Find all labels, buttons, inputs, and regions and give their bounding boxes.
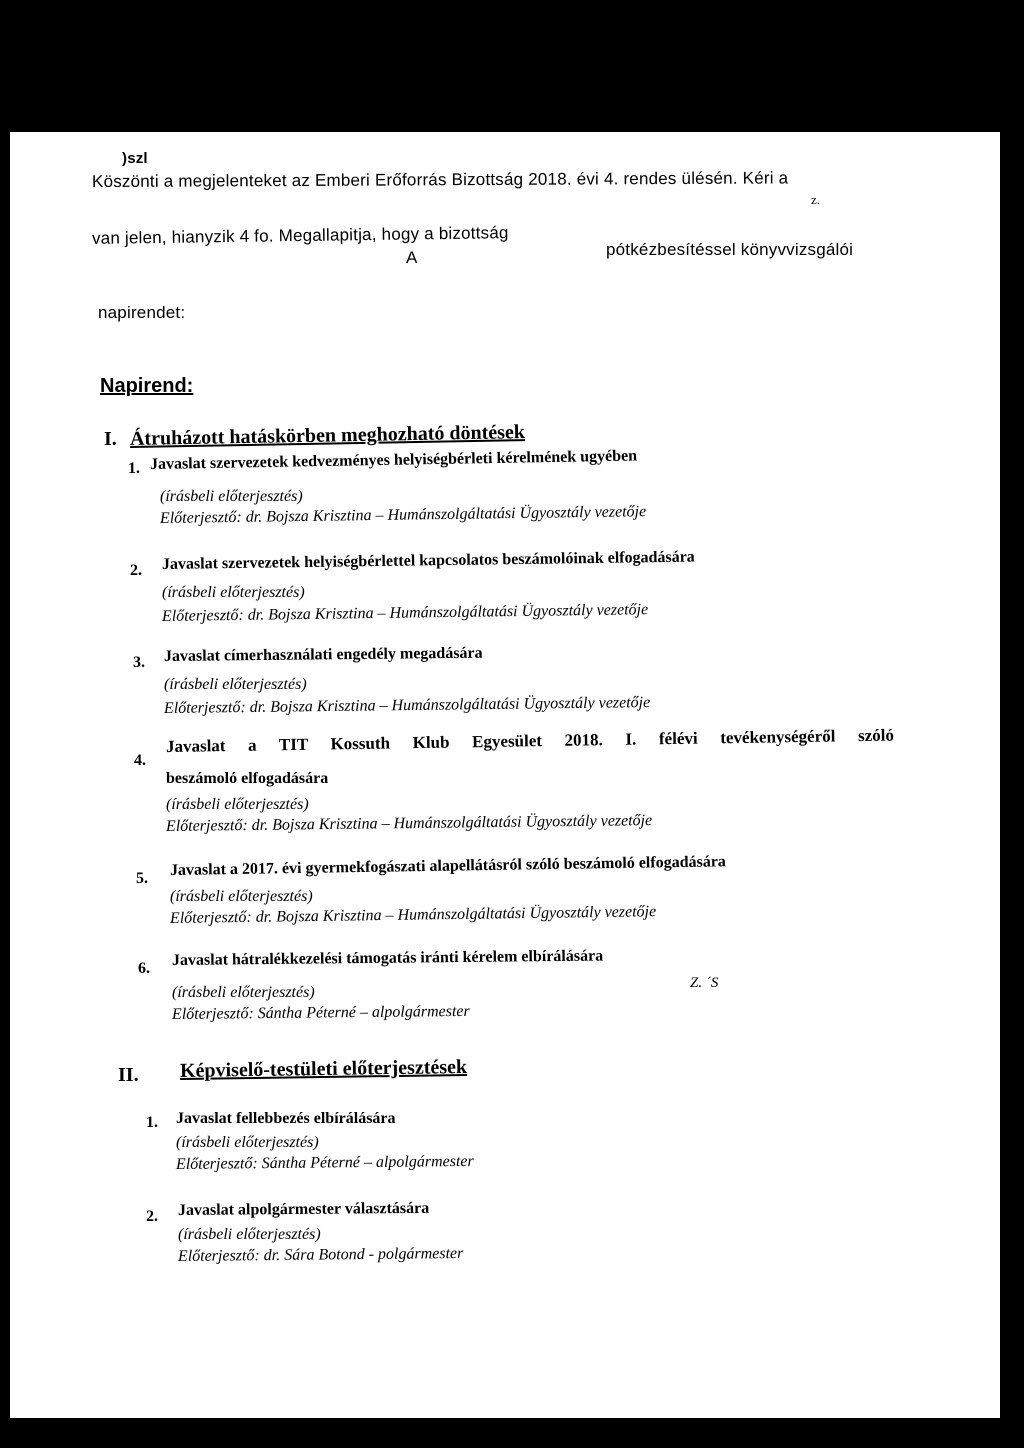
scan-edge-top bbox=[0, 0, 1024, 132]
agenda-heading: Napirend: bbox=[100, 375, 194, 397]
agenda-item-number: 2. bbox=[130, 562, 142, 579]
section-title: Átruházott hatáskörben meghozható döntések bbox=[129, 421, 526, 450]
agenda-item-title-continued: beszámoló elfogadására bbox=[166, 770, 329, 787]
agenda-item-side-note: Z. ´S bbox=[690, 975, 719, 991]
agenda-item-number: 1. bbox=[128, 460, 140, 477]
section-number: I. bbox=[104, 428, 117, 450]
agenda-item-type: (írásbeli előterjesztés) bbox=[176, 1134, 319, 1151]
agenda-item-title: Javaslat fellebbezés elbírálására bbox=[176, 1110, 396, 1127]
agenda-item-type: (írásbeli előterjesztés) bbox=[162, 584, 305, 601]
intro-mark-a: A bbox=[406, 248, 418, 267]
agenda-item-presenter: Előterjesztő: dr. Bojsza Krisztina – Humánszolgáltatási Ügyosztály vezetője bbox=[159, 503, 647, 527]
agenda-item-title: Javaslat hátralékkezelési támogatás iránti kérelem elbírálására bbox=[171, 947, 604, 969]
agenda-item-presenter: Előterjesztő: dr. Bojsza Krisztina – Humánszolgáltatási Ügyosztály vezetője bbox=[169, 903, 657, 927]
agenda-item-title: Javaslat szervezetek helyiségbérlettel kapcsolatos beszámolóinak elfogadására bbox=[161, 548, 695, 573]
agenda-item-number: 4. bbox=[134, 752, 146, 769]
intro-mark-z: z. bbox=[811, 192, 821, 207]
agenda-item-type: (írásbeli előterjesztés) bbox=[178, 1226, 321, 1243]
agenda-item-presenter: Előterjesztő: Sántha Péterné – alpolgármester bbox=[175, 1152, 474, 1173]
agenda-item-type: (írásbeli előterjesztés) bbox=[164, 676, 307, 693]
agenda-item-title: Javaslat a 2017. évi gyermekfogászati alapellátásról szóló beszámoló elfogadására bbox=[169, 853, 726, 879]
agenda-item-presenter: Előterjesztő: Sántha Péterné – alpolgármester bbox=[171, 1002, 470, 1023]
agenda-item-title: Javaslat szervezetek kedvezményes helyiségbérleti kérelmének ugyében bbox=[149, 447, 638, 473]
agenda-item-title: Javaslat alpolgármester választására bbox=[177, 1199, 430, 1219]
section-number: II. bbox=[118, 1064, 139, 1086]
intro-line-3: napirendet: bbox=[98, 303, 186, 322]
agenda-item-number: 5. bbox=[136, 870, 148, 887]
scan-edge-left bbox=[0, 0, 10, 1448]
agenda-item-number: 3. bbox=[133, 654, 145, 671]
agenda-item-presenter: Előterjesztő: dr. Sára Botond - polgármester bbox=[177, 1245, 464, 1265]
agenda-item-type: (írásbeli előterjesztés) bbox=[170, 888, 313, 905]
agenda-item-presenter: Előterjesztő: dr. Bojsza Krisztina – Humánszolgáltatási Ügyosztály vezetője bbox=[165, 812, 653, 835]
intro-line-2a: van jelen, hianyzik 4 fo. Megallapitja, hogy a bizottság bbox=[91, 223, 509, 248]
section-title: Képviselő-testületi előterjesztések bbox=[179, 1055, 468, 1082]
agenda-item-type: (írásbeli előterjesztés) bbox=[166, 796, 309, 813]
agenda-item-number: 1. bbox=[146, 1114, 158, 1131]
agenda-item-title: Javaslat a TIT Kossuth Klub Egyesület 2018. I. félévi tevékenységéről szóló bbox=[165, 725, 895, 756]
scan-edge-bottom bbox=[0, 1418, 1024, 1448]
agenda-item-presenter: Előterjesztő: dr. Bojsza Krisztina – Humánszolgáltatási Ügyosztály vezetője bbox=[163, 694, 651, 717]
agenda-item-title: Javaslat címerhasználati engedély megadására bbox=[163, 644, 483, 665]
intro-fragment: )szl bbox=[122, 150, 148, 167]
intro-line-2b: pótkézbesítéssel könyvvizsgálói bbox=[606, 240, 854, 259]
scan-edge-right bbox=[1000, 0, 1024, 1448]
agenda-item-number: 6. bbox=[138, 960, 150, 977]
agenda-item-number: 2. bbox=[146, 1208, 158, 1225]
agenda-item-type: (írásbeli előterjesztés) bbox=[160, 488, 303, 505]
agenda-item-presenter: Előterjesztő: dr. Bojsza Krisztina – Humánszolgáltatási Ügyosztály vezetője bbox=[161, 601, 649, 625]
agenda-item-type: (írásbeli előterjesztés) bbox=[172, 984, 315, 1001]
intro-line-1: Köszönti a megjelenteket az Emberi Erőforrás Bizottság 2018. évi 4. rendes ülésén. Kéri a bbox=[91, 168, 789, 192]
